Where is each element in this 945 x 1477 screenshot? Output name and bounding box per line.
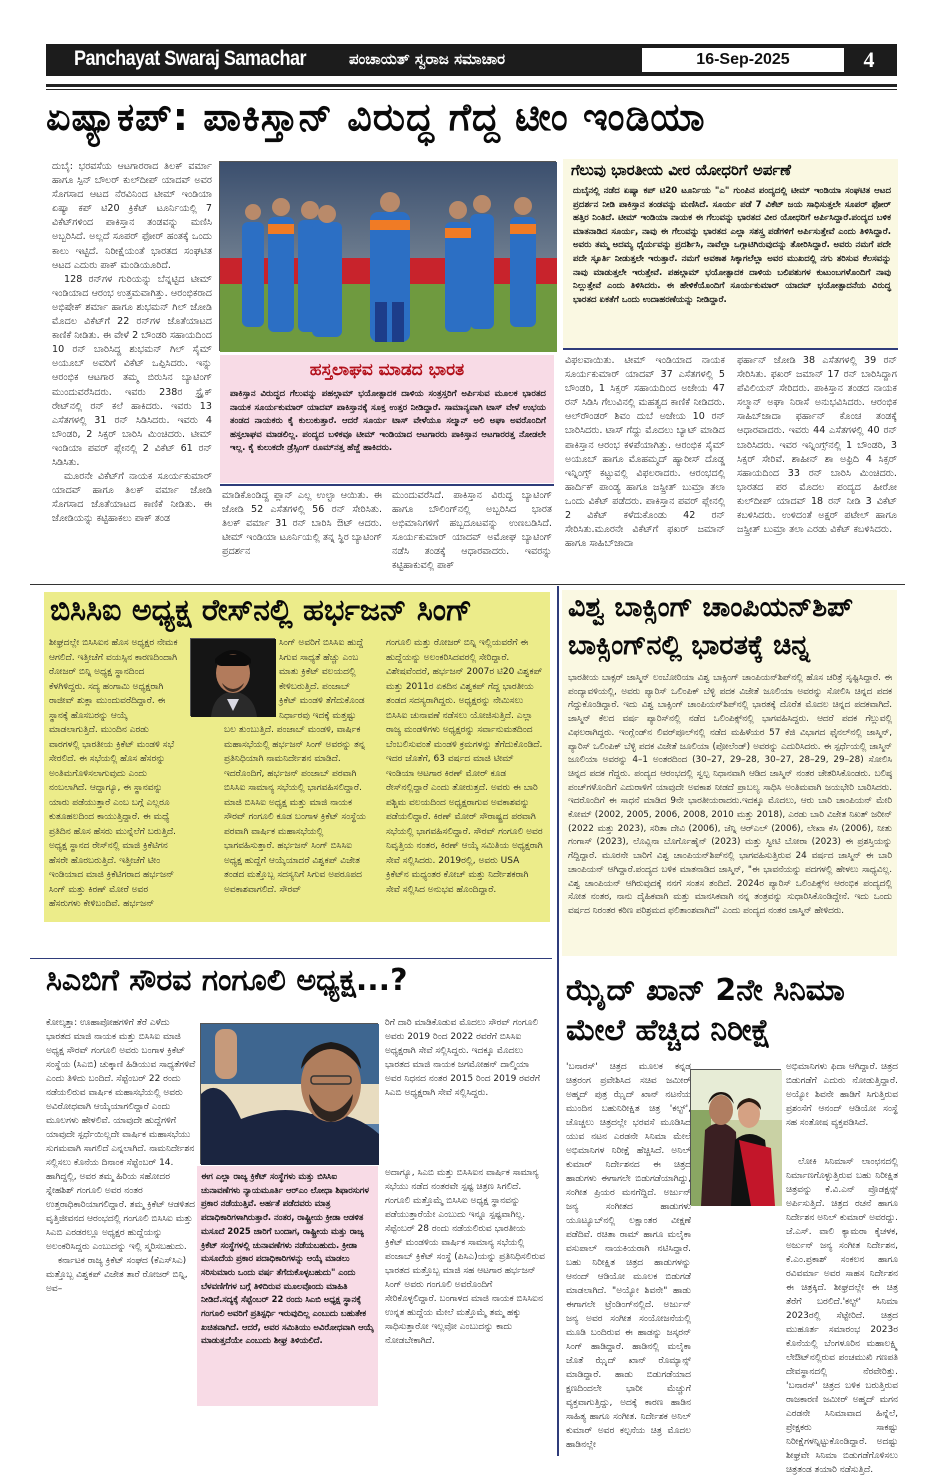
- movie-couple-image: [691, 1070, 782, 1206]
- section-rule: [30, 584, 905, 585]
- section-divider: [220, 484, 554, 486]
- harbhajan-col2-text: ಸಿಂಗ್ ಅವರಿಗೆ ಬಿಸಿಸಿಐ ಹುದ್ದೆ ಸಿಗುವ ಸಾಧ್ಯತೆ ಹೆಚ್ಚು ಎಂಬ ಮಾತು ಕ್ರಿಕೆಟ್ ವಲಯದಲ್ಲಿ ಕೇಳಿಬರುತ್ತಿದೆ. ಪಂಜಾಬ್ ಕ್ರಿಕೆಟ್ ಮಂಡಳಿ ತೆಗೆದುಕೊಂಡ ನಿರ್ಧಾರವು ಇದಕ್ಕೆ ಮತ್ತಷ್ಟು ಬಲ ತುಂಬುತ್ತಿದೆ. ಪಂಜಾಬ್ ಮಂಡಳಿ, ವಾರ್ಷಿಕ ಮಹಾಸಭೆಯಲ್ಲಿ ಹರ್ಭಜನ್ ಸಿಂಗ್ ಅವರನ್ನು ತನ್ನ ಪ್ರತಿನಿಧಿಯಾಗಿ ನಾಮನಿರ್ದೇಶನ ಮಾಡಿದೆ. ಇದರೊಂದಿಗೆ, ಹರ್ಭಜನ್ ಪಂಜಾಬ್ ಪರವಾಗಿ ಬಿಸಿಸಿಐ ಸಾಮಾನ್ಯ ಸಭೆಯಲ್ಲಿ ಭಾಗವಹಿಸಲಿದ್ದಾರೆ. ಮಾಜಿ ಬಿಸಿಸಿಐ ಅಧ್ಯಕ್ಷ ಮತ್ತು ಮಾಜಿ ನಾಯಕ ಸೌರವ್ ಗಂಗೂಲಿ ಕೂಡ ಬಂಗಾಳ ಕ್ರಿಕೆಟ್ ಸಂಸ್ಥೆಯ ಪರವಾಗಿ ವಾರ್ಷಿಕ ಮಹಾಸಭೆಯಲ್ಲಿ ಭಾಗವಹಿಸುತ್ತಾರೆ. ಹರ್ಭಜನ್ ಸಿಂಗ್ ಬಿಸಿಸಿಐ ಅಧ್ಯಕ್ಷ ಹುದ್ದೆಗೆ ಆಯ್ಕೆಯಾದರೆ ವಿಶ್ವಕಪ್ ವಿಜೇತ ತಂಡದ ಮತ್ತೊಬ್ಬ ಸದಸ್ಯನಿಗೆ ಸಿಗುವ ಅಪರೂಪದ ಅವಕಾಶವಾಗಲಿದೆ. ಸೌರವ್: [224, 638, 366, 895]
- lead-article-col1: [52, 160, 212, 580]
- movie-col1: 'ಬನಾರಸ್' ಚಿತ್ರದ ಮೂಲಕ ಕನ್ನಡ ಚಿತ್ರರಂಗ ಪ್ರವೇಶಿಸಿದ ಸಚಿವ ಜಮೀರ್ ಅಹ್ಮದ್ ಪುತ್ರ ಝೈದ್ ಖಾನ್ ನಟನೆಯ ಮುಂದಿನ ಬಹುನಿರೀಕ್ಷಿತ ಚಿತ್ರ 'ಕಲ್ಟ್', ಚೊಚ್ಚಲು ಚಿತ್ರದಲ್ಲೇ ಭರವಸೆ ಮೂಡಿಸಿದ ಯುವ ನಟನ ಎರಡನೇ ಸಿನಿಮಾ ಮೇಲೆ ಅಭಿಮಾನಿಗಳ ನಿರೀಕ್ಷೆ ಹೆಚ್ಚಿಸಿದೆ. ಅನಿಲ್ ಕುಮಾರ್ ನಿರ್ದೇಶನದ ಈ ಚಿತ್ರದ ಹಾಡುಗಳು ಈಗಾಗಲೇ ಬಿಡುಗಡೆಯಾಗಿದ್ದು, ಸಂಗೀತ ಪ್ರಿಯರ ಮನಗೆದ್ದಿದೆ. ಅರ್ಜುನ್ ಜನ್ಯ ಸಂಗೀತದ ಹಾಡುಗಳು ಯೂಟ್ಯೂಬ್‌ನಲ್ಲಿ ಲಕ್ಷಾಂತರ ವೀಕ್ಷಣೆ ಪಡೆದಿವೆ. ರಚಿತಾ ರಾಮ್ ಹಾಗೂ ಮಲೈಕಾ ವಸುಪಾಲ್ ನಾಯಕಿಯರಾಗಿ ನಟಿಸಿದ್ದಾರೆ. ಬಹು ನಿರೀಕ್ಷಿತ ಚಿತ್ರದ ಹಾಡುಗಳನ್ನು ಆನಂದ್ ಆಡಿಯೋ ಮೂಲಕ ಬಿಡುಗಡೆ ಮಾಡಲಾಗಿದೆ. "ಅಯ್ಯೋ ಶಿವನೇ" ಹಾಡು ಈಗಾಗಲೇ ಟ್ರೆಂಡಿಂಗ್‌ನಲ್ಲಿದೆ. ಅರ್ಜುನ್ ಜನ್ಯ ಅವರ ಸಂಗೀತ ಸಂಯೋಜನೆಯಲ್ಲಿ ಮೂಡಿ ಬಂದಿರುವ ಈ ಹಾಡನ್ನು ಜಸ್ಕರನ್ ಸಿಂಗ್ ಹಾಡಿದ್ದಾರೆ. ಹಾಡಿನಲ್ಲಿ ಮಲೈಕಾ ಜೊತೆ ಝೈದ್ ಖಾನ್ ರೊಮ್ಯಾನ್ಸ್ ಮಾಡಿದ್ದಾರೆ. ಹಾಡು ಬಿಡುಗಡೆಯಾದ ಕ್ಷಣದಿಂದಲೇ ಭಾರೀ ಮೆಚ್ಚುಗೆ ವ್ಯಕ್ತವಾಗುತ್ತಿದ್ದು, ಅದಕ್ಕೆ ಕಾರಣ ಹಾಡಿನ ಸಾಹಿತ್ಯ ಹಾಗೂ ಸಂಗೀತ. ನಿರ್ದೇಶಕ ಅನಿಲ್ ಕುಮಾರ್ ಅವರ ಕಲ್ಪನೆಯ ಚಿತ್ರ ಮೊದಲ ಹಾಡಿನಲ್ಲೇ: [566, 1062, 691, 1450]
- lead-paragraph: ದುಬೈ: ಭರವಸೆಯ ಆಟಗಾರರಾದ ತಿಲಕ್ ವರ್ಮಾ ಹಾಗೂ ಸ್ಪಿನ್ ಬೌಲರ್ ಕುಲ್‌ದೀಪ್ ಯಾದವ್ ಅವರ ಸೊಗಸಾದ ಆಟದ ನೆರವಿನಿಂದ ಟೀಮ್ ಇಂಡಿಯಾ ಏಷ್ಯಾ ಕಪ್ ಟಿ20 ಕ್ರಿಕೆಟ್ ಟೂರ್ನಿಯಲ್ಲಿ 7 ವಿಕೆಟ್‌ಗಳಿಂದ ಪಾಕಿಸ್ತಾನ ತಂಡವನ್ನು ಮಣಿಸಿ ಅಬ್ಬರಿಸಿದೆ. ಅಲ್ಲದೆ ಸೂಪರ್ ಫೋರ್ ಹಂತಕ್ಕೆ ಒಂದು ಕಾಲು ಇಟ್ಟಿದೆ. ನಿರೀಕ್ಷೆಯಂತೆ ಭಾರತದ ಸಂಘಟಿತ ಆಟದ ಎದುರು ಪಾಕ್ ಮಂಡಿಯೂರಿದೆ.: [52, 161, 212, 271]
- lead-paragraph: 128 ರನ್‌ಗಳ ಗುರಿಯನ್ನು ಬೆನ್ನಟ್ಟಿದ ಟೀಮ್ ಇಂಡಿಯಾದ ಆರಂಭ ಉತ್ತಮವಾಗಿತ್ತು. ಆರಂಭಿಕರಾದ ಅಭಿಷೇಕ್ ಶರ್ಮಾ ಹಾಗೂ ಶುಭಮನ್ ಗಿಲ್ ಜೋಡಿ ಮೊದಲ ವಿಕೆಟ್‌ಗೆ 22 ರನ್‌ಗಳ ಜೊತೆಯಾಟದ ಕಾಣಿಕೆ ನೀಡಿತು. ಈ ವೇಳೆ 2 ಬೌಂಡರಿ ಸಹಾಯದಿಂದ 10 ರನ್ ಬಾರಿಸಿದ್ದ ಶುಭಮನ್ ಗಿಲ್ ಸೈಮ್ ಅಯೂಬ್ ಅವರಿಗೆ ವಿಕೆಟ್ ಒಪ್ಪಿಸಿದರು. ಇನ್ನು ಆರಂಭಿಕ ಆಟಗಾರ ತಮ್ಮ ಬಿರುಸಿನ ಬ್ಯಾಟಿಂಗ್ ಮುಂದುವರೆಸಿದರು. ಇವರು 238ರ ಸ್ಟ್ರೈಕ್ ರೇಟ್‌ನಲ್ಲಿ ರನ್ ಕಲೆ ಹಾಕಿದರು. ಇವರು 13 ಎಸೆತಗಳಲ್ಲಿ 31 ರನ್ ಸಿಡಿಸಿದರು. ಇವರು 4 ಬೌಂಡರಿ, 2 ಸಿಕ್ಸರ್ ಬಾರಿಸಿ ಮಿಂಚಿದರು. ಟೀಮ್ ಇಂಡಿಯಾ ಪವರ್ ಪ್ಲೇನಲ್ಲಿ 2 ವಿಕೆಟ್ 61 ರನ್ ಸಿಡಿಸಿತು.: [52, 273, 212, 468]
- ganguly-col2: ರಿಗೆ ದಾರಿ ಮಾಡಿಕೊಡುವ ಮೊದಲು ಸೌರವ್ ಗಂಗೂಲಿ ಅವರು 2019 ರಿಂದ 2022 ರವರೆಗೆ ಬಿಸಿಸಿಐ ಅಧ್ಯಕ್ಷರಾಗಿ ಸೇವೆ ಸಲ್ಲಿಸಿದ್ದರು. ಇದಕ್ಕೂ ಮೊದಲು ಭಾರತದ ಮಾಜಿ ನಾಯಕ ಜಗಮೋಹನ್ ದಾಲ್ಮಿಯಾ ಅವರ ನಿಧನದ ನಂತರ 2015 ರಿಂದ 2019 ರವರೆಗೆ ಸಿಎಬಿ ಅಧ್ಯಕ್ಷರಾಗಿ ಸೇವೆ ಸಲ್ಲಿಸಿದ್ದರು.: [385, 1018, 541, 1098]
- movie-headline-line1: ಝೈದ್ ಖಾನ್ 2ನೇ ಸಿನಿಮಾ: [566, 973, 845, 1008]
- ganguly-photo: [200, 1023, 378, 1164]
- lead-article-col5: ಫರ್ಹಾನ್ ಜೋಡಿ 38 ಎಸೆತಗಳಲ್ಲಿ 39 ರನ್ ಸೇರಿಸಿತು. ಫಖರ್ ಜಮಾನ್ 17 ರನ್ ಬಾರಿಸಿದ್ದಾಗ ಪೆವಿಲಿಯನ್ ಸೇರಿದರು. ಪಾಕಿಸ್ತಾನ ತಂಡದ ನಾಯಕ ಸಲ್ಮಾನ್ ಅಘಾ ನಿರಾಸೆ ಅನುಭವಿಸಿದರು. ಆರಂಭಿಕ ಸಾಹಿಬ್‌ಜಾದಾ ಫರ್ಹಾನ್ ಕೊಂಚ ತಂಡಕ್ಕೆ ಆಧಾರವಾದರು. ಇವರು 44 ಎಸೆತಗಳಲ್ಲಿ 40 ರನ್ ಬಾರಿಸಿದರು. ಇವರ ಇನ್ನಿಂಗ್ಸ್‌ನಲ್ಲಿ 1 ಬೌಂಡರಿ, 3 ಸಿಕ್ಸರ್ ಸೇರಿವೆ. ಶಾಹೀನ್ ಶಾ ಅಫ್ರಿದಿ 4 ಸಿಕ್ಸರ್ ಸಹಾಯದಿಂದ 33 ರನ್ ಬಾರಿಸಿ ಮಿಂಚಿದರು. ಭಾರತದ ಪರ ಮೊದಲ ಪಂದ್ಯದ ಹೀರೋ ಕುಲ್‌ದೀಪ್ ಯಾದವ್ 18 ರನ್ ನೀಡಿ 3 ವಿಕೆಟ್ ಕಬಳಿಸಿದರು. ಉಳಿದಂತೆ ಅಕ್ಷರ್ ಪಟೇಲ್ ಹಾಗೂ ಜಸ್ಪ್ರೀತ್ ಬುಮ್ರಾ ತಲಾ ಎರಡು ವಿಕೆಟ್ ಕಬಳಿಸಿದರು.: [737, 355, 897, 536]
- boxing-headline-line1: ವಿಶ್ವ ಬಾಕ್ಸಿಂಗ್ ಚಾಂಪಿಯನ್‌ಶಿಪ್: [568, 592, 854, 623]
- harbhajan-col1: ಶೀಘ್ರದಲ್ಲೇ ಬಿಸಿಸಿಐನ ಹೊಸ ಅಧ್ಯಕ್ಷರ ನೇಮಕ ಆಗಲಿದೆ. ಇತ್ತೀಚೆಗೆ ವಯಸ್ಸಿನ ಕಾರಣದಿಂದಾಗಿ ರೋಜರ್ ಬಿನ್ನಿ ಅಧ್ಯಕ್ಷ ಸ್ಥಾನದಿಂದ ಕೆಳಗಿಳಿದ್ದರು. ಸದ್ಯ ಹಂಗಾಮಿ ಅಧ್ಯಕ್ಷರಾಗಿ ರಾಜೀವ್ ಶುಕ್ಲಾ ಮುಂದುವರೆದಿದ್ದಾರೆ. ಈ ಸ್ಥಾನಕ್ಕೆ ಹೊಸಬರನ್ನು ಆಯ್ಕೆ ಮಾಡಲಾಗುತ್ತಿದೆ. ಮುಂದಿನ ಎರಡು ವಾರಗಳಲ್ಲಿ ಭಾರತೀಯ ಕ್ರಿಕೆಟ್ ಮಂಡಳಿ ಸಭೆ ಸೇರಲಿದೆ. ಈ ಸಭೆಯಲ್ಲಿ ಹೊಸ ಹೆಸರನ್ನು ಅಂತಿಮಗೊಳಿಸಲಾಗುವುದು ಎಂದು ನಂಬಲಾಗಿದೆ. ಆದ್ದಾಗ್ಯೂ, ಈ ಸ್ಥಾನವನ್ನು ಯಾರು ಪಡೆಯುತ್ತಾರೆ ಎಂಬ ಬಗ್ಗೆ ಎಲ್ಲರೂ ಕುತೂಹಲದಿಂದ ಕಾಯುತ್ತಿದ್ದಾರೆ. ಈ ಮಧ್ಯೆ ಪ್ರತಿದಿನ ಹೊಸ ಹೆಸರು ಮುನ್ನೆಲೆಗೆ ಬರುತ್ತಿದೆ. ಅಧ್ಯಕ್ಷ ಸ್ಥಾನದ ರೇಸ್‌ನಲ್ಲಿ ಮಾಜಿ ಕ್ರಿಕೆಟಿಗನ ಹೆಸರೇ ಹೊರಬರುತ್ತಿದೆ. ಇತ್ತೀಚೆಗೆ ಟೀಂ ಇಂಡಿಯಾದ ಮಾಜಿ ಕ್ರಿಕೆಟಿಗರಾದ ಹರ್ಭಜನ್ ಸಿಂಗ್ ಮತ್ತು ಕಿರಣ್ ಮೋರೆ ಅವರ ಹೆಸರುಗಳು ಕೇಳಿಬಂದಿವೆ. ಹರ್ಭಜನ್: [49, 638, 178, 909]
- movie-still-photo: [690, 1069, 781, 1205]
- ganguly-paragraph: ಕರ್ನಾಟಕ ರಾಜ್ಯ ಕ್ರಿಕೆಟ್ ಸಂಘದ (ಕೆಎಸ್‌ಸಿಎ) ಮತ್ತೊಬ್ಬ ವಿಶ್ವಕಪ್ ವಿಜೇತ ತಾರೆ ರೋಜರ್ ಬಿನ್ನಿ, ಅವ–: [46, 1256, 188, 1294]
- boxing-story-box: [562, 590, 897, 956]
- page-number: 4: [863, 47, 875, 72]
- section-rule: [30, 958, 552, 959]
- masthead-title-kn: ಪಂಚಾಯತ್ ಸ್ವರಾಜ ಸಮಾಚಾರ: [349, 50, 506, 68]
- no-handshake-box: [220, 355, 554, 483]
- photo-wrap-spacer: [224, 636, 279, 722]
- lead-paragraph: ಮೂರನೇ ವಿಕೆಟ್‌ಗೆ ನಾಯಕ ಸೂರ್ಯಕುಮಾರ್ ಯಾದವ್ ಹಾಗೂ ತಿಲಕ್ ವರ್ಮಾ ಜೋಡಿ ಸೊಗಸಾದ ಜೊತೆಯಾಟದ ಕಾಣಿಕೆ ನೀಡಿತು. ಈ ಜೋಡಿಯನ್ನು ಕಟ್ಟಿಹಾಕಲು ಪಾಕ್ ತಂಡ: [52, 471, 212, 525]
- masthead-rule: [46, 84, 897, 87]
- harbhajan-col3: ಗಂಗೂಲಿ ಮತ್ತು ರೋಜರ್ ಬಿನ್ನಿ ಇಲ್ಲಿಯವರೆಗೆ ಈ ಹುದ್ದೆಯನ್ನು ಅಲಂಕರಿಸಿದವರಲ್ಲಿ ಸೇರಿದ್ದಾರೆ. ವಿಶೇಷವೆಂದರೆ, ಹರ್ಭಜನ್ 2007ರ ಟಿ20 ವಿಶ್ವಕಪ್ ಮತ್ತು 2011ರ ಏಕದಿನ ವಿಶ್ವಕಪ್ ಗೆದ್ದ ಭಾರತೀಯ ತಂಡದ ಸದಸ್ಯರಾಗಿದ್ದರು. ಅಧ್ಯಕ್ಷರನ್ನು ನೇಮಿಸಲು ಬಿಸಿಸಿಐ ಚುನಾವಣೆ ನಡೆಸಲು ಯೋಜಿಸುತ್ತಿದೆ. ಎಲ್ಲಾ ರಾಜ್ಯ ಮಂಡಳಿಗಳು ಅಧ್ಯಕ್ಷರನ್ನು ಸರ್ವಾನುಮತದಿಂದ ಬೆಂಬಲಿಸುವಂತೆ ಮಂಡಳಿ ಕ್ರಮಗಳನ್ನು ತೆಗೆದುಕೊಂಡಿದೆ. ಇದರ ಜೊತೆಗೆ, 63 ವರ್ಷದ ಮಾಜಿ ಟೀಮ್ ಇಂಡಿಯಾ ಆಟಗಾರ ಕಿರಣ್ ಮೋರ್ ಕೂಡ ರೇಸ್‌ನಲ್ಲಿದ್ದಾರೆ ಎಂದು ತೋರುತ್ತದೆ. ಅವರು ಈ ಬಾರಿ ಪಶ್ಚಿಮ ವಲಯದಿಂದ ಅಧ್ಯಕ್ಷರಾಗುವ ಅವಕಾಶವನ್ನು ಪಡೆಯಲಿದ್ದಾರೆ. ಕಿರಣ್ ಮೋರ್ ಸೌರಾಷ್ಟ್ರದ ಪರವಾಗಿ ಸಭೆಯಲ್ಲಿ ಭಾಗವಹಿಸಲಿದ್ದಾರೆ. ಸೌರವ್ ಗಂಗೂಲಿ ಅವರ ನಿವೃತ್ತಿಯ ನಂತರ, ಕಿರಣ್ ಆಯ್ಕೆ ಸಮಿತಿಯ ಅಧ್ಯಕ್ಷರಾಗಿ ಸೇವೆ ಸಲ್ಲಿಸಿದರು. 2019ರಲ್ಲಿ, ಅವರು USA ಕ್ರಿಕೆಟ್‌ನ ಮಧ್ಯಂತರ ಕೋಚ್ ಮತ್ತು ನಿರ್ದೇಶಕರಾಗಿ ಸೇವೆ ಸಲ್ಲಿಸಿದ ಅನುಭವ ಹೊಂದಿದ್ದಾರೆ.: [386, 638, 543, 895]
- ganguly-paragraph: ಕೋಲ್ಕತ್ತಾ: ಊಹಾಪೋಹಗಳಿಗೆ ತೆರೆ ಎಳೆದು ಭಾರತದ ಮಾಜಿ ನಾಯಕ ಮತ್ತು ಬಿಸಿಸಿಐ ಮಾಜಿ ಅಧ್ಯಕ್ಷ ಸೌರವ್ ಗಂಗೂಲಿ ಅವರು ಬಂಗಾಳ ಕ್ರಿಕೆಟ್ ಸಂಸ್ಥೆಯ (ಸಿಎಬಿ) ಚುಕ್ಕಾಣಿ ಹಿಡಿಯುವ ಸಾಧ್ಯತೆಗಳಿವೆ ಎಂದು ತಿಳಿದು ಬಂದಿದೆ. ಸೆಪ್ಟೆಂಬರ್ 22 ರಂದು ನಡೆಯಲಿರುವ ವಾರ್ಷಿಕ ಮಹಾಸಭೆಯಲ್ಲಿ ಅವರು ಅವಿರೋಧವಾಗಿ ಆಯ್ಕೆಯಾಗಲಿದ್ದಾರೆ ಎಂದು ಮೂಲಗಳು ಹೇಳಲಿವೆ. ಯಾವುದೇ ಹುದ್ದೆಗಳಿಗೆ ಯಾವುದೇ ಸ್ಪರ್ಧೆಯಿಲ್ಲದೇ ವಾರ್ಷಿಕ ಮಹಾಸಭೆಯು ಸುಗಮವಾಗಿ ಸಾಗಲಿದೆ ಎನ್ನಲಾಗಿದೆ. ನಾಮನಿರ್ದೇಶನ ಸಲ್ಲಿಸಲು ಕೊನೆಯ ದಿನಾಂಕ ಸೆಪ್ಟೆಂಬರ್ 14. ಹಾಗಿದ್ದಲ್ಲಿ, ಅವರ ತಮ್ಮ ಹಿರಿಯ ಸಹೋದರ ಸ್ನೇಹಶಿಶ್ ಗಂಗೂಲಿ ಅವರ ನಂತರ ಉತ್ತರಾಧಿಕಾರಿಯಾಗಲಿದ್ದಾರೆ. ತಮ್ಮ ಕ್ರಿಕೆಟ್ ಆಡಳಿತದ ವೃತ್ತಿಜೀವನದ ಆರಂಭದಲ್ಲಿ ಗಂಗೂಲಿ ಬಿಸಿಸಿಐ ಮತ್ತು ಸಿಎಬಿ ಎರಡರಲ್ಲೂ ಅಧ್ಯಕ್ಷರ ಹುದ್ದೆಯನ್ನು ಅಲಂಕರಿಸಿದ್ದರು ಎಂಬುದನ್ನು ಇಲ್ಲಿ ಸ್ಮರಿಸಬಹುದು.: [46, 1018, 196, 1252]
- boxing-headline-line2: ಬಾಕ್ಸಿಂಗ್‌ನಲ್ಲಿ ಭಾರತಕ್ಕೆ ಚಿನ್ನ: [568, 630, 810, 661]
- team-india-photo: [219, 161, 556, 351]
- harbhajan-story-box: [44, 592, 550, 922]
- movie-headline-line2: ಮೇಲೆ ಹೆಚ್ಚಿದ ನಿರೀಕ್ಷೆ: [566, 1013, 771, 1048]
- ganguly-headline: ಸಿಎಬಿಗೆ ಸೌರವ ಗಂಗೂಲಿ ಅಧ್ಯಕ್ಷ...?: [46, 963, 408, 998]
- column-divider: [557, 586, 559, 1456]
- victory-dedication-box: [563, 159, 898, 350]
- movie-col2: ಅಭಿಮಾನಿಗಳು ಫಿದಾ ಆಗಿದ್ದಾರೆ. ಚಿತ್ರದ ಬಿಡುಗಡೆಗೆ ಎದುರು ನೋಡುತ್ತಿದ್ದಾರೆ. ಅಯ್ಯೋ ಶಿವನೇ ಹಾಡಿಗೆ ಸಿಗುತ್ತಿರುವ ಪ್ರಶಂಸೆಗೆ ಆನಂದ್ ಆಡಿಯೋ ಸಂಸ್ಥೆ ಸಹ ಸಂತೋಷ ವ್ಯಕ್ತಪಡಿಸಿದೆ.: [786, 1062, 898, 1128]
- no-handshake-text: ಪಾಕಿಸ್ತಾನ ವಿರುದ್ಧದ ಗೆಲುವನ್ನು ಪಹಲ್ಗಾಮ್ ಭಯೋತ್ಪಾದಕ ದಾಳಿಯ ಸಂತ್ರಸ್ತರಿಗೆ ಅರ್ಪಿಸುವ ಮೂಲಕ ಭಾರತದ ನಾಯಕ ಸೂರ್ಯಕುಮಾರ್ ಯಾದವ್ ಪಾಕಿಸ್ತಾನಕ್ಕೆ ಸೂಕ್ತ ಉತ್ತರ ನೀಡಿದ್ದಾರೆ. ಸಾಮಾನ್ಯವಾಗಿ ಟಾಸ್ ವೇಳೆ ಉಭಯ ತಂಡದ ನಾಯಕರು ಕೈ ಕುಲುಕುತ್ತಾರೆ. ಆದರೆ ಸೂರ್ಯ ಟಾಸ್ ವೇಳೆಯೂ ಸಲ್ಮಾನ್ ಅಲಿ ಅಘಾ ಅವರೊಂದಿಗೆ ಹಸ್ತಲಾಘವ ಮಾಡಲಿಲ್ಲ. ಪಂದ್ಯದ ಬಳಿಕವೂ ಟೀಮ್ ಇಂಡಿಯಾದ ಆಟಗಾರರು ಪಾಕಿಸ್ತಾನ ಆಟಗಾರರತ್ತ ನೋಡಲೇ ಇಲ್ಲ. ಕೈ ಕುಲುಕದೇ ಡ್ರೆಸ್ಸಿಂಗ್ ರೂಮ್‌ನತ್ತ ಹೆಜ್ಜೆ ಹಾಕಿದರು.: [230, 389, 546, 454]
- ganguly-col1: [46, 1016, 196, 1416]
- ganguly-waving-image: [201, 1024, 379, 1165]
- victory-dedication-title: ಗೆಲುವು ಭಾರತೀಯ ವೀರ ಯೋಧರಿಗೆ ಅರ್ಪಣೆ: [571, 161, 792, 179]
- ganguly-col3: ಅದಾಗ್ಯೂ, ಸಿಎಬಿ ಮತ್ತು ಬಿಸಿಸಿಐನ ವಾರ್ಷಿಕ ಸಾಮಾನ್ಯ ಸಭೆಯು ನಡೆದ ನಂತರವೇ ಸ್ಪಷ್ಟ ಚಿತ್ರಣ ಸಿಗಲಿದೆ. ಗಂಗೂಲಿ ಮತ್ತೊಮ್ಮೆ ಬಿಸಿಸಿಐ ಅಧ್ಯಕ್ಷ ಸ್ಥಾನವನ್ನು ಪಡೆಯುತ್ತಾರೆಯೇ ಎಂಬುದು ಇನ್ನೂ ಸ್ಪಷ್ಟವಾಗಿಲ್ಲ. ಸೆಪ್ಟೆಂಬರ್ 28 ರಂದು ನಡೆಯಲಿರುವ ಭಾರತೀಯ ಕ್ರಿಕೆಟ್ ಮಂಡಳಿಯ ವಾರ್ಷಿಕ ಸಾಮಾನ್ಯ ಸಭೆಯಲ್ಲಿ ಪಂಜಾಬ್ ಕ್ರಿಕೆಟ್ ಸಂಸ್ಥೆ (ಪಿಸಿಎ)ಯನ್ನು ಪ್ರತಿನಿಧಿಸಲಿರುವ ಭಾರತದ ಮತ್ತೊಬ್ಬ ಮಾಜಿ ಸಹ ಆಟಗಾರ ಹರ್ಭಜನ್ ಸಿಂಗ್ ಅವರು ಗಂಗೂಲಿ ಅವರೊಂದಿಗೆ ಸೇರಿಕೊಳ್ಳಲಿದ್ದಾರೆ. ಬಂಗಾಳದ ಮಾಜಿ ನಾಯಕ ಬಿಸಿಸಿಐನ ಉನ್ನತ ಹುದ್ದೆಯ ಮೇಲೆ ಮತ್ತೊಮ್ಮೆ ತಮ್ಮ ಹಕ್ಕು ಸಾಧಿಸುತ್ತಾರೋ ಇಲ್ಲವೋ ಎಂಬುದನ್ನು ಕಾದು ನೋಡಬೇಕಾಗಿದೆ.: [385, 1168, 545, 1346]
- harbhajan-col2: [224, 636, 366, 920]
- masthead-title-en: Panchayat Swaraj Samachar: [74, 47, 307, 70]
- movie-paragraph: ಲೋಕಿ ಸಿನಿಮಾಸ್ ಲಾಂಛನದಲ್ಲಿ ನಿರ್ಮಾಣಗೊಳ್ಳುತ್ತಿರುವ ಬಹು ನಿರೀಕ್ಷಿತ ಚಿತ್ರವನ್ನು ಕೆ.ವಿ.ಎನ್ ಪ್ರೊಡಕ್ಷನ್ಸ್ ಅರ್ಪಿಸುತ್ತಿದೆ. ಚಿತ್ರದ ರಚನೆ ಹಾಗೂ ನಿರ್ದೇಶನ ಅನಿಲ್ ಕುಮಾರ್ ಅವರದ್ದು. ಜೆ.ಎಸ್. ವಾಲಿ ಕ್ಯಾಮರಾ ಕೈಚಳಕ, ಅರ್ಜುನ್ ಜನ್ಯ ಸಂಗೀತ ನಿರ್ದೇಶನ, ಕೆ.ಎಂ.ಪ್ರಕಾಶ್ ಸಂಕಲನ ಹಾಗೂ ರವಿವರ್ಮಾ ಅವರ ಸಾಹಸ ನಿರ್ದೇಶನ ಈ ಚಿತ್ರಕ್ಕಿದೆ. ಶೀಘ್ರದಲ್ಲೇ ಈ ಚಿತ್ರ ತೆರೆಗೆ ಬರಲಿದೆ.'ಕಲ್ಟ್' ಸಿನಿಮಾ 2023ರಲ್ಲಿ ಸೆಟ್ಟೇರಿದೆ. ಚಿತ್ರದ ಮುಹೂರ್ತ ಸಮಾರಂಭ 2023ರ ಕೊನೆಯಲ್ಲಿ ಬೆಂಗಳೂರಿನ ಮಹಾಲಕ್ಷ್ಮಿ ಲೇಔಟ್‌ನಲ್ಲಿರುವ ಪಂಚಮುಖಿ ಗಣಪತಿ ದೇವಸ್ಥಾನದಲ್ಲಿ ನೆರವೇರಿತ್ತು. 'ಬನಾರಸ್' ಚಿತ್ರದ ಬಳಿಕ ಬರುತ್ತಿರುವ ರಾಜಕಾರಣಿ ಜಮೀರ್ ಅಹ್ಮದ್ ಮಗನ ಎರಡನೇ ಸಿನಿಮಾವಾದ ಹಿನ್ನೆಲೆ, ಪ್ರೇಕ್ಷಕರು ಸಾಕಷ್ಟು ನಿರೀಕ್ಷೆಗಳನ್ನಿಟ್ಟುಕೊಂಡಿದ್ದಾರೆ. ಅದಷ್ಟು ಶೀಘ್ರವೇ ಸಿನಿಮಾ ಬಿಡುಗಡೆಗೊಳಿಸಲು ಚಿತ್ರತಂಡ ತಯಾರಿ ನಡೆಸುತ್ತಿದೆ.: [786, 1157, 898, 1475]
- issue-date: 16-Sep-2025: [642, 48, 844, 72]
- lead-article-col2: ಮಾಡಿಕೊಂಡಿದ್ದ ಪ್ಲಾನ್ ಎಲ್ಲ ಉಲ್ಟಾ ಆಯಿತು. ಈ ಜೋಡಿ 52 ಎಸೆತಗಳಲ್ಲಿ 56 ರನ್ ಸೇರಿಸಿತು. ತಿಲಕ್ ವರ್ಮಾ 31 ರನ್ ಬಾರಿಸಿ ಔಟ್ ಆದರು. ಟೀಮ್ ಇಂಡಿಯಾ ಟೂರ್ನಿಯಲ್ಲಿ ತನ್ನ ಸ್ಥಿರ ಬ್ಯಾಟಿಂಗ್ ಪ್ರದರ್ಶನ: [222, 490, 382, 558]
- lead-article-col3: ಮುಂದುವರೆಸಿದೆ. ಪಾಕಿಸ್ತಾನ ವಿರುದ್ಧ ಬ್ಯಾಟಿಂಗ್ ಹಾಗೂ ಬೌಲಿಂಗ್‌ನಲ್ಲಿ ಅಬ್ಬರಿಸಿದ ಭಾರತ ಅಭಿಮಾನಿಗಳಿಗೆ ಹಬ್ಬದೂಟವನ್ನು ಉಣಬಡಿಸಿದೆ. ಸೂರ್ಯಕುಮಾರ್ ಯಾದವ್ ಅಮೋಘ ಬ್ಯಾಟಿಂಗ್ ನಡೆಸಿ ತಂಡಕ್ಕೆ ಆಧಾರವಾದರು. ಇವರನ್ನು ಕಟ್ಟಿಹಾಕುವಲ್ಲಿ ಪಾಕ್: [392, 490, 552, 572]
- movie-col2-continued: [786, 1155, 898, 1475]
- victory-dedication-text: ದುಬೈನಲ್ಲಿ ನಡೆದ ಏಷ್ಯಾ ಕಪ್ ಟಿ20 ಟೂರ್ನಿಯ "ಎ" ಗುಂಪಿನ ಪಂದ್ಯದಲ್ಲಿ ಟೀಮ್ ಇಂಡಿಯಾ ಸಂಘಟಿತ ಆಟದ ಪ್ರದರ್ಶನ ನೀಡಿ ಪಾಕಿಸ್ತಾನ ತಂಡವನ್ನು ಮಣಿಸಿದೆ. ಸೂರ್ಯ ಪಡೆ 7 ವಿಕೆಟ್ ಜಯ ಸಾಧಿಸುತ್ತಲೇ ಸೂಪರ್ ಫೋರ್ ಹತ್ತಿರ ನಿಂತಿದೆ. ಟೀಮ್ ಇಂಡಿಯಾ ನಾಯಕ ಈ ಗೆಲುವನ್ನು ಭಾರತದ ವೀರ ಯೋಧರಿಗೆ ಅರ್ಪಿಸಿದ್ದಾರೆ.ಪಂದ್ಯದ ಬಳಿಕ ಮಾತನಾಡಿದ ಸೂರ್ಯ, ನಾವು ಈ ಗೆಲುವನ್ನು ಭಾರತದ ಎಲ್ಲಾ ಸಶಸ್ತ್ರ ಪಡೆಗಳಿಗೆ ಅರ್ಪಿಸುತ್ತೇವೆ ಎಂದು ತಿಳಿಸಿದ್ದಾರೆ. ಅವರು ತಮ್ಮ ಅದಮ್ಯ ಧೈರ್ಯವನ್ನು ಪ್ರದರ್ಶಿಸಿ, ನಾವೆಲ್ಲಾ ಒಗ್ಗಾಟಿಗಿರುವುದನ್ನು ತೋರಿಸಿದ್ದಾರೆ. ಅವರು ನಮಗೆ ಪದೇ ಪದೇ ಸ್ಫೂರ್ತಿ ನೀಡುತ್ತಲೇ ಇರುತ್ತಾರೆ. ನಮಗೆ ಅವಕಾಶ ಸಿಕ್ಕಾಗಲೆಲ್ಲಾ ಅವರ ಮುಖದಲ್ಲಿ ನಗು ತರಿಸುವ ಕೆಲಸವನ್ನು ನಾವು ಮಾಡುತ್ತಲೇ ಇರುತ್ತೇವೆ. ಪಹಲ್ಗಾಮ್ ಭಯೋತ್ಪಾದಕ ದಾಳಿಯ ಬಲಿಪಶುಗಳ ಕುಟುಂಬಗಳೊಂದಿಗೆ ನಾವು ನಿಲ್ಲುತ್ತೇವೆ ಎಂದು ತಿಳಿಸಿದರು. ಈ ಹೇಳಿಕೆಯೊಂದಿಗೆ ಸೂರ್ಯಕುಮಾರ್ ಯಾದವ್ ಭಯೋತ್ಪಾದನೆಯ ವಿರುದ್ಧ ಭಾರತದ ಏಕತೆಗೆ ಒಂದು ಉದಾಹರಣೆಯನ್ನು ನೀಡಿದ್ದಾರೆ.: [573, 186, 891, 305]
- ganguly-sidebar-box: [197, 1166, 378, 1406]
- team-celebration-image: [220, 162, 557, 352]
- masthead: [46, 44, 897, 76]
- lead-headline: ಏಷ್ಯಾಕಪ್: ಪಾಕಿಸ್ತಾನ್ ವಿರುದ್ಧ ಗೆದ್ದ ಟೀಂ ಇಂಡಿಯಾ: [46, 95, 706, 139]
- masthead-rule-thin: [46, 89, 897, 90]
- lead-article-col4: ವಿಫಲವಾಯಿತು. ಟೀಮ್ ಇಂಡಿಯಾದ ನಾಯಕ ಸೂರ್ಯಕುಮಾರ್ ಯಾದವ್ 37 ಎಸೆತಗಳಲ್ಲಿ 5 ಬೌಂಡರಿ, 1 ಸಿಕ್ಸರ್ ಸಹಾಯದಿಂದ ಅಜೇಯ 47 ರನ್ ಸಿಡಿಸಿ ಗೆಲುವಿನಲ್ಲಿ ಮಹತ್ವದ ಕಾಣಿಕೆ ನೀಡಿದರು. ಆಲ್‌ರೌಂಡರ್ ಶಿವಂ ದುಬೆ ಅಜೇಯ 10 ರನ್ ಬಾರಿಸಿದರು. ಟಾಸ್ ಗೆದ್ದು ಮೊದಲು ಬ್ಯಾಟ್ ಮಾಡಿದ ಪಾಕಿಸ್ತಾನ ಆರಂಭ ಕಳಪೆಯಾಗಿತ್ತು. ಆರಂಭಿಕ ಸೈಮ್ ಅಯೂಬ್ ಹಾಗೂ ಮೊಹಮ್ಮದ್ ಹ್ಯಾರೀಸ್ ದೊಡ್ಡ ಇನ್ನಿಂಗ್ಸ್ ಕಟ್ಟುವಲ್ಲಿ ವಿಫಲರಾದರು. ಆರಂಭದಲ್ಲಿ ಹಾರ್ದಿಕ್ ಪಾಂಡ್ಯ ಹಾಗೂ ಜಸ್ಪ್ರೀತ್ ಬುಮ್ರಾ ತಲಾ ಒಂದು ವಿಕೆಟ್ ಪಡೆದರು. ಪಾಕಿಸ್ತಾನ ಪವರ್ ಪ್ಲೇನಲ್ಲಿ 2 ವಿಕೆಟ್ ಕಳೆದುಕೊಂಡು 42 ರನ್ ಸೇರಿಸಿತು.ಮೂರನೇ ವಿಕೆಟ್‌ಗೆ ಫಖರ್ ಜಮಾನ್ ಹಾಗೂ ಸಾಹಿಬ್‌ಜಾದಾ: [565, 355, 725, 550]
- ganguly-sidebar-text: ಈಗ ಎಲ್ಲಾ ರಾಜ್ಯ ಕ್ರಿಕೆಟ್ ಸಂಸ್ಥೆಗಳು ಮತ್ತು ಬಿಸಿಸಿಐ ಚುನಾವಣೆಗಳು ನ್ಯಾಯಮೂರ್ತಿ ಆರ್‌ಎಂ ಲೋಧಾ ಶಿಫಾರಸುಗಳ ಪ್ರಕಾರ ನಡೆಯುತ್ತಿವೆ. ಅರ್ಹತೆ ಪಡೆದವರು ಮಾತ್ರ ಪದಾಧಿಕಾರಿಗಳಾಗಿರುತ್ತಾರೆ. ನಂತರ, ರಾಷ್ಟ್ರೀಯ ಕ್ರೀಡಾ ಆಡಳಿತ ಮಸೂದೆ 2025 ಜಾರಿಗೆ ಬಂದಾಗ, ರಾಷ್ಟ್ರೀಯ ಮತ್ತು ರಾಜ್ಯ ಕ್ರಿಕೆಟ್ ಸಂಸ್ಥೆಗಳಲ್ಲಿ ಚುನಾವಣೆಗಳು ನಡೆಯಬಹುದು. ಕ್ರೀಡಾ ಮಸೂದೆಯ ಪ್ರಕಾರ ಪದಾಧಿಕಾರಿಗಳನ್ನು ಆಯ್ಕೆ ಮಾಡಲು ಸರಿಸುಮಾರು ಒಂದು ವರ್ಷ ತೆಗೆದುಕೊಳ್ಳಬಹುದು" ಎಂದು ಬೆಳವಣಿಗೆಗಳ ಬಗ್ಗೆ ತಿಳಿದಿರುವ ಮೂಲವೊಂದು ಮಾಹಿತಿ ನೀಡಿದೆ.ಸದ್ಯಕ್ಕೆ ಸೆಪ್ಟೆಂಬರ್ 22 ರಂದು ಸಿಎಬಿ ಅಧ್ಯಕ್ಷ ಸ್ಥಾನಕ್ಕೆ ಗಂಗೂಲಿ ಅವರಿಗೆ ಪ್ರತಿಸ್ಪರ್ಧಿ ಇರುವುದಿಲ್ಲ ಎಂಬುದು ಬಹುತೇಕ ಖಚಿತವಾಗಿದೆ. ಆದರೆ, ಅವರ ಸಮಿತಿಯು ಅವಿರೋಧವಾಗಿ ಆಯ್ಕೆ ಮಾಡುತ್ತದೆಯೇ ಎಂಬುದು ಶೀಘ್ರ ತಿಳಿಯಲಿದೆ.: [201, 1171, 374, 1346]
- boxing-article-text: ಭಾರತೀಯ ಬಾಕ್ಸರ್ ಜಾಸ್ಮಿನ್ ಲಂಬೋರಿಯಾ ವಿಶ್ವ ಬಾಕ್ಸಿಂಗ್ ಚಾಂಪಿಯನ್‌ಶಿಪ್‌ನಲ್ಲಿ ಹೊಸ ಚರಿತ್ರೆ ಸೃಷ್ಟಿಸಿದ್ದಾರೆ. ಈ ಪಂದ್ಯಾವಳಿಯಲ್ಲಿ, ಅವರು ಪ್ಯಾರಿಸ್ ಒಲಿಂಪಿಕ್ ಬೆಳ್ಳಿ ಪದಕ ವಿಜೇತೆ ಜೂಲಿಯಾ ಅವರನ್ನು ಸೋಲಿಸಿ ಚಿನ್ನದ ಪದಕ ಗೆದ್ದುಕೊಂಡಿದ್ದಾರೆ. ಇದು ವಿಶ್ವ ಬಾಕ್ಸಿಂಗ್ ಚಾಂಪಿಯನ್‌ಶಿಪ್‌ನಲ್ಲಿ ಭಾರತಕ್ಕೆ ದೊರೆತ ಮೊದಲ ಚಿನ್ನದ ಪದಕವಾಗಿದೆ. ಜಾಸ್ಮಿನ್ ಕೆಲದ ವರ್ಷ ಪ್ಯಾರಿಸ್‌ನಲ್ಲಿ ನಡೆದ ಒಲಿಂಪಿಕ್ಸ್‌ನಲ್ಲಿ ಭಾಗವಹಿಸಿದ್ದರು. ಆದರೆ ಪದಕ ಗೆಲ್ಲುವಲ್ಲಿ ವಿಫಲರಾಗಿದ್ದರು. ಇಂಗ್ಲೆಂಡ್‌ನ ಲಿವರ್‌ಪೂಲ್‌ನಲ್ಲಿ ನಡೆದ ಮಹಿಳೆಯರ 57 ಕೆಜಿ ವಿಭಾಗದ ಫೈನಲ್‌ನಲ್ಲಿ ಜಾಸ್ಮಿನ್, ಪ್ಯಾರಿಸ್ ಒಲಿಂಪಿಕ್ ಬೆಳ್ಳಿ ಪದಕ ವಿಜೇತೆ ಜೂಲಿಯಾ (ಪೋಲೆಂಡ್) ಅವರನ್ನು ಎದುರಿಸಿದರು. ಈ ಸ್ಪರ್ಧೆಯಲ್ಲಿ ಜಾಸ್ಮಿನ್ ಜೂಲಿಯಾ ಅವರನ್ನು 4–1 ಅಂತರದಿಂದ (30–27, 29–28, 30–27, 28–29, 29–28) ಸೋಲಿಸಿ ಚಿನ್ನದ ಪದಕ ಗೆದ್ದರು. ಪಂದ್ಯದ ಆರಂಭದಲ್ಲಿ ಸ್ವಲ್ಪ ನಿಧಾನವಾಗಿ ಆಡಿದ ಜಾಸ್ಮಿನ್ ನಂತರ ಚೇತರಿಸಿಕೊಂಡರು. ಬಲಿಷ್ಠ ಪಂಚ್‌ಗಳೊಂದಿಗೆ ಎದುರಾಳಿಗೆ ಯಾವುದೇ ಅವಕಾಶ ನೀಡದೆ ಪ್ರಾಬಲ್ಯ ಸಾಧಿಸಿ ಅಂತಿಮವಾಗಿ ಜಯಭೇರಿ ಬಾರಿಸಿದರು. ಇದರೊಂದಿಗೆ ಈ ಸಾಧನೆ ಮಾಡಿದ 9ನೇ ಭಾರತೀಯರಾದರು.ಇದಕ್ಕೂ ಮೊದಲು, ಆರು ಬಾರಿ ಚಾಂಪಿಯನ್ ಮೇರಿ ಕೋಮ್ (2002, 2005, 2006, 2008, 2010 ಮತ್ತು 2018), ಎರಡು ಬಾರಿ ವಿಜೇತ ನಿಖತ್ ಜರೀನ್ (2022 ಮತ್ತು 2023), ಸರಿತಾ ದೇವಿ (2006), ಜೆನ್ನಿ ಆರ್‌ಎಲ್ (2006), ಲೇಖಾ ಕೆಸಿ (2006), ನೀತು ಗಂಗಾಸ್ (2023), ಲೊವ್ಲಿನಾ ಬೊರ್ಗೊಹೈನ್ (2023) ಮತ್ತು ಸ್ವೀಟಿ ಬೋರಾ (2023) ಈ ಪ್ರಶಸ್ತಿಯನ್ನು ಗೆದ್ದಿದ್ದಾರೆ. ಮೂರನೇ ಬಾರಿಗೆ ವಿಶ್ವ ಚಾಂಪಿಯನ್‌ಶಿಪ್‌ನಲ್ಲಿ ಭಾಗವಹಿಸುತ್ತಿರುವ 24 ವರ್ಷದ ಜಾಸ್ಮಿನ್ ಈ ಬಾರಿ ಚಾಂಪಿಯನ್ ಆಗಿದ್ದಾರೆ.ಪಂದ್ಯದ ಬಳಿಕ ಮಾತನಾಡಿದ ಜಾಸ್ಮಿನ್, "ಈ ಭಾವನೆಯನ್ನು ಪದಗಳಲ್ಲಿ ಹೇಳಲು ಸಾಧ್ಯವಿಲ್ಲ. ವಿಶ್ವ ಚಾಂಪಿಯನ್ ಆಗಿರುವುದಕ್ಕೆ ನನಗೆ ಸಂತಸ ತಂದಿದೆ. 2024ರ ಪ್ಯಾರಿಸ್ ಒಲಿಂಪಿಕ್ಸ್‌ನ ಆರಂಭಿಕ ಪಂದ್ಯದಲ್ಲಿ ಸೋತ ನಂತರ, ನಾನು ದೈಹಿಕವಾಗಿ ಮತ್ತು ಮಾನಸಿಕವಾಗಿ ನನ್ನ ತಂತ್ರವನ್ನು ಸುಧಾರಿಸಿಕೊಂಡಿದ್ದೇನೆ. ಇದು ಒಂದು ವರ್ಷದ ನಿರಂತರ ಕಠಿಣ ಪರಿಶ್ರಮದ ಫಲಿತಾಂಶವಾಗಿದೆ" ಎಂದು ಪಂದ್ಯದ ನಂತರ ಜಾಸ್ಮಿನ್ ಹೇಳಿದರು.: [568, 673, 892, 916]
- harbhajan-headline: ಬಿಸಿಸಿಐ ಅಧ್ಯಕ್ಷ ರೇಸ್‌ನಲ್ಲಿ ಹರ್ಭಜನ್ ಸಿಂಗ್: [50, 593, 473, 628]
- no-handshake-title: ಹಸ್ತಲಾಘವ ಮಾಡದ ಭಾರತ: [309, 360, 465, 380]
